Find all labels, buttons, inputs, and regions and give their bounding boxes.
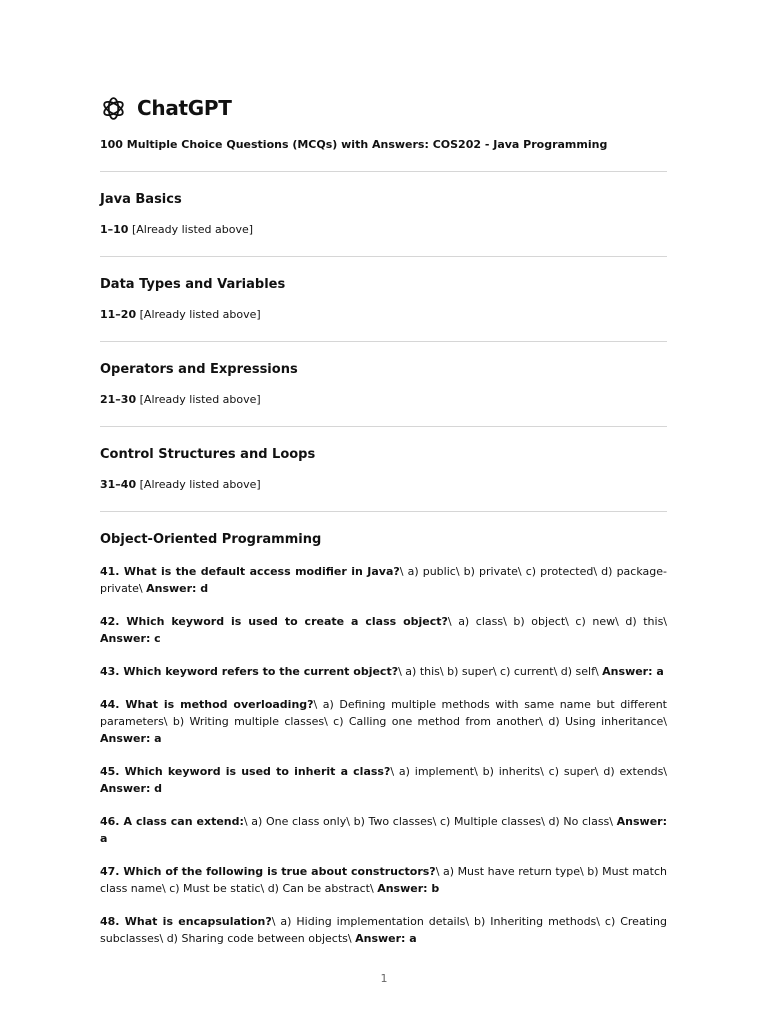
divider <box>100 426 667 427</box>
openai-logo-icon <box>100 95 127 122</box>
question-item: 47. Which of the following is true about constructors?\ a) Must have return type\ b) Must match class name\ c) Must be static\ d) Can be abstract\ Answer: b <box>100 865 667 895</box>
brand-name: ChatGPT <box>137 96 232 120</box>
question-item: 45. Which keyword is used to inherit a class?\ a) implement\ b) inherits\ c) super\ d) extends\ Answer: d <box>100 765 668 795</box>
section-heading: Control Structures and Loops <box>100 447 316 462</box>
document-title: 100 Multiple Choice Questions (MCQs) with Answers: COS202 - Java Programming <box>100 138 608 151</box>
question-range: 11–20 [Already listed above] <box>100 308 261 321</box>
divider <box>100 511 667 512</box>
divider <box>100 341 667 342</box>
question-item: 42. Which keyword is used to create a class object?\ a) class\ b) object\ c) new\ d) this\ Answer: c <box>100 615 668 645</box>
question-range: 1–10 [Already listed above] <box>100 223 254 236</box>
question-range: 21–30 [Already listed above] <box>100 393 261 406</box>
page-number: 1 <box>380 972 388 985</box>
divider <box>100 256 667 257</box>
chatgpt-logo <box>100 93 667 123</box>
section-heading: Object-Oriented Programming <box>100 532 322 547</box>
question-item: 44. What is method overloading?\ a) Defining multiple methods with same name but different parameters\ b) Writing multiple classes\ c) Calling one method from another\ d) Using inheritance\ Answer: a <box>100 698 667 745</box>
document-page <box>100 93 667 947</box>
section-heading: Data Types and Variables <box>100 277 286 292</box>
question-item: 41. What is the default access modifier in Java?\ a) public\ b) private\ c) protected\ d) package-private\ Answer: d <box>100 565 667 595</box>
question-item: 43. Which keyword refers to the current object?\ a) this\ b) super\ c) current\ d) self\ Answer: a <box>100 665 664 678</box>
divider <box>100 171 667 172</box>
section-heading: Operators and Expressions <box>100 362 298 377</box>
section-heading: Java Basics <box>100 192 182 207</box>
question-item: 46. A class can extend:\ a) One class only\ b) Two classes\ c) Multiple classes\ d) No class\ Answer: a <box>100 815 667 845</box>
question-item: 48. What is encapsulation?\ a) Hiding implementation details\ b) Inheriting methods\ c) Creating subclasses\ d) Sharing code between objects\ Answer: a <box>100 915 668 945</box>
question-range: 31–40 [Already listed above] <box>100 478 261 491</box>
